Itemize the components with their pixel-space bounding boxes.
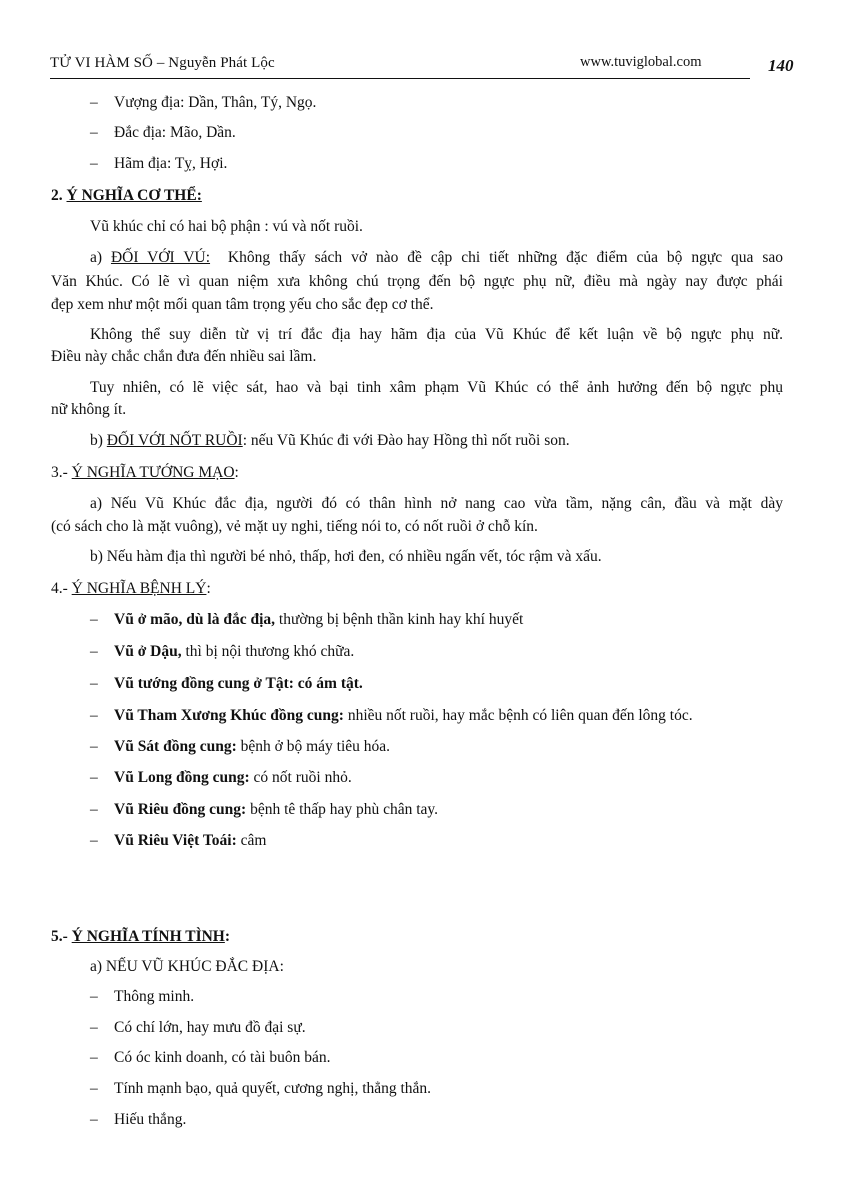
list-item: – Vũ Riêu Việt Toái: câm [90,832,267,849]
list-item: – Vũ Riêu đồng cung: bệnh tê thấp hay phù chân tay. [90,801,439,818]
paragraph-line: đẹp xem như một mối quan tâm trọng yếu cho sắc đẹp cơ thể. [51,296,434,313]
paragraph-line: b) Nếu hàm địa thì người bé nhỏ, thấp, hơi đen, có nhiều ngấn vết, tóc rậm và xấu. [90,548,602,565]
paragraph-line: Không thể suy diễn từ vị trí đắc địa hay hãm địa của Vũ Khúc để kết luận về bộ ngực phụ nữ. [90,326,783,343]
paragraph-line: nữ không ít. [51,401,127,418]
list-item: – Vũ tướng đồng cung ở Tật: có ám tật. [90,675,363,692]
paragraph-line: Văn Khúc. Có lẽ vì quan niệm xưa không chú trọng đến bộ ngực phụ nữ, điều mà ngày nay được phái [51,273,783,290]
list-item: – Hiếu thắng. [90,1111,187,1128]
list-item: – Có chí lớn, hay mưu đồ đại sự. [90,1019,306,1036]
list-item: – Vũ ở Dậu, thì bị nội thương khó chữa. [90,643,355,660]
page-header [50,50,794,80]
list-item: – Tính mạnh bạo, quả quyết, cương nghị, thẳng thắn. [90,1080,432,1097]
list-item: – Vũ Long đồng cung: có nốt ruồi nhỏ. [90,769,352,786]
list-item: – Hãm địa: Tỵ, Hợi. [90,155,228,172]
paragraph: Vũ khúc chỉ có hai bộ phận : vú và nốt ruồi. [90,218,363,235]
list-item: – Vũ Tham Xương Khúc đồng cung: nhiều nốt ruồi, hay mắc bệnh có liên quan đến lông tóc. [90,707,693,724]
list-item: – Đắc địa: Mão, Dần. [90,124,236,141]
list-item: – Vũ ở mão, dù là đắc địa, thường bị bệnh thần kinh hay khí huyết [90,611,524,628]
list-item: – Có óc kinh doanh, có tài buôn bán. [90,1049,331,1066]
header-rule [50,78,750,79]
paragraph-line: a) Nếu Vũ Khúc đắc địa, người đó có thân hình nở nang cao vừa tầm, nặng cân, đầu và mặt dày [90,495,783,512]
book-title: TỬ VI HÀM SỐ – Nguyễn Phát Lộc [50,55,275,71]
website-url[interactable]: www.tuviglobal.com [580,54,702,70]
page-number: 140 [768,56,794,75]
list-item: – Vượng địa: Dần, Thân, Tý, Ngọ. [90,94,317,111]
list-item: – Vũ Sát đồng cung: bệnh ở bộ máy tiêu hóa. [90,738,391,755]
subheading: a) NẾU VŨ KHÚC ĐẮC ĐỊA: [90,958,284,975]
section-heading: 3.- Ý NGHĨA TƯỚNG MẠO: [51,464,239,481]
paragraph-line: b) ĐỐI VỚI NỐT RUỒI: nếu Vũ Khúc đi với Đào hay Hồng thì nốt ruồi son. [90,432,570,449]
paragraph-line: Tuy nhiên, có lẽ việc sát, hao và bại tinh xâm phạm Vũ Khúc có thể ảnh hưởng đến bộ ngực phụ [90,379,783,396]
paragraph-line: (có sách cho là mặt vuông), vẻ mặt uy nghi, tiếng nói to, có nốt ruồi ở chỗ kín. [51,518,538,535]
list-item: – Thông minh. [90,988,195,1005]
paragraph-line: a) ĐỐI VỚI VÚ: Không thấy sách vở nào đề cập chi tiết những đặc điểm của bộ ngực qua sao [90,249,783,266]
section-heading: 5.- Ý NGHĨA TÍNH TÌNH: [51,928,231,945]
section-heading: 4.- Ý NGHĨA BỆNH LÝ: [51,580,211,597]
paragraph-line: Điều này chắc chắn đưa đến nhiều sai lầm. [51,348,317,365]
section-heading: 2. Ý NGHĨA CƠ THỂ: [51,187,202,204]
